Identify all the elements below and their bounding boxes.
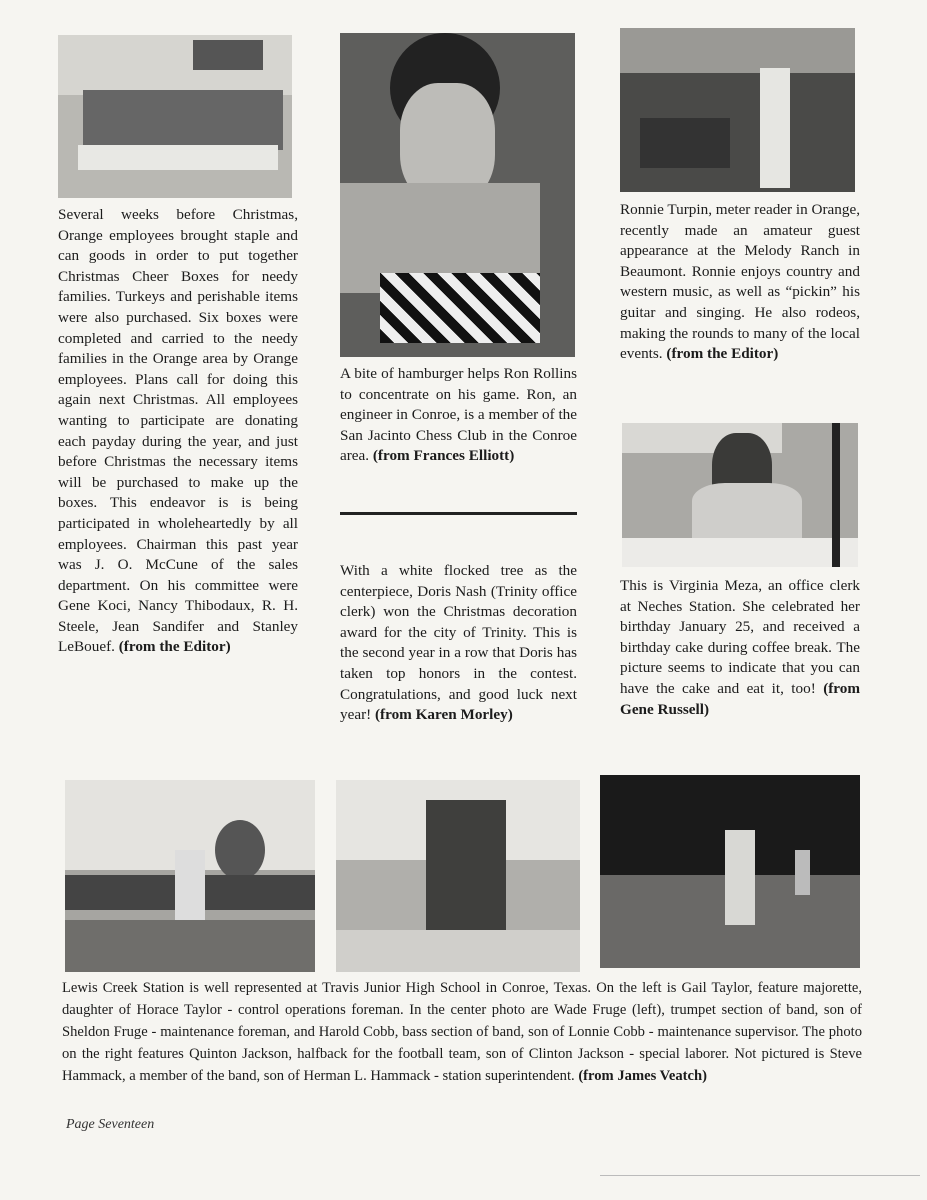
article-turpin [620, 200, 860, 365]
article-credit: (from the Editor) [118, 638, 231, 656]
article-text: Several weeks before Christmas, Orange employees brought staple and can goods in order to put together Christmas Cheer Boxes for needy families. Turkeys and perishable items were also purchased. Six boxes were completed and carried to the needy families in the Orange area by Orange employees. Plans call for doing this again next Christmas. All employees wanting to participate are donating each payday during the year, and just before Christmas the necessary items will be purchased to make up the boxes. This endeavor is is being participated in wholeheartedly by all employees. Chairman this past year was J. O. McCune of the sales department. On his committee were Gene Koci, Nancy Thibodaux, R. H. Steele, Jean Sandifer and Stanley LeBouef. [58, 206, 298, 656]
article-credit: (from Karen Morley) [375, 706, 513, 724]
article-credit: (from James Veatch) [578, 1068, 707, 1084]
photo-cheer-boxes [58, 35, 292, 198]
article-text: Ronnie Turpin, meter reader in Orange, recently made an amateur guest appearance at the Melody Ranch in Beaumont. Ronnie enjoys country and western music, as well as “pickin” his guitar and singing. He also rodeos, making the rounds to many of the local events. [620, 201, 860, 363]
divider-rule [340, 512, 577, 515]
photo-virginia-meza [622, 423, 858, 567]
article-credit: (from Gene Russell) [620, 679, 861, 718]
photo-melody-ranch [620, 28, 855, 192]
article-chess [340, 364, 577, 467]
article-text: A bite of hamburger helps Ron Rollins to concentrate on his game. Ron, an engineer in Conroe, is a member of the San Jacinto Chess Club in the Conroe area. [340, 365, 578, 465]
photo-chess-player [340, 33, 575, 357]
article-lewis-creek [62, 977, 862, 1087]
article-text: Lewis Creek Station is well represented at Travis Junior High School in Conroe, Texas. On the left is Gail Taylor, feature majorette, daughter of Horace Taylor - control operations foreman. In the center photo are Wade Fruge (left), trumpet section of band, son of Sheldon Fruge - maintenance foreman, and Harold Cobb, bass section of band, son of Lonnie Cobb - maintenance supervisor. The photo on the right features Quinton Jackson, halfback for the football team, son of Clinton Jackson - special laborer. Not pictured is Steve Hammack, a member of the band, son of Herman L. Hammack - station superintendent. [62, 980, 862, 1084]
article-credit: (from the Editor) [666, 345, 779, 363]
article-cheer-boxes [58, 205, 298, 658]
article-text: This is Virginia Meza, an office clerk at Neches Station. She celebrated her birthday January 25, and received a birthday cake during coffee break. The picture seems to indicate that you can have the cake and eat it, too! [620, 577, 860, 697]
photo-band-members [336, 780, 580, 972]
article-meza [620, 576, 860, 720]
photo-majorette [65, 780, 315, 972]
bottom-rule [600, 1175, 920, 1176]
article-tree [340, 561, 577, 726]
article-credit: (from Frances Elliott) [372, 447, 515, 465]
page-number: Page Seventeen [66, 1117, 155, 1132]
photo-football-player [600, 775, 860, 968]
article-text: With a white flocked tree as the centerpiece, Doris Nash (Trinity office clerk) won the Christmas decoration award for the city of Trinity. This is the second year in a row that Doris has taken top honors in the contest. Congratulations, and good luck next year! [340, 562, 577, 724]
